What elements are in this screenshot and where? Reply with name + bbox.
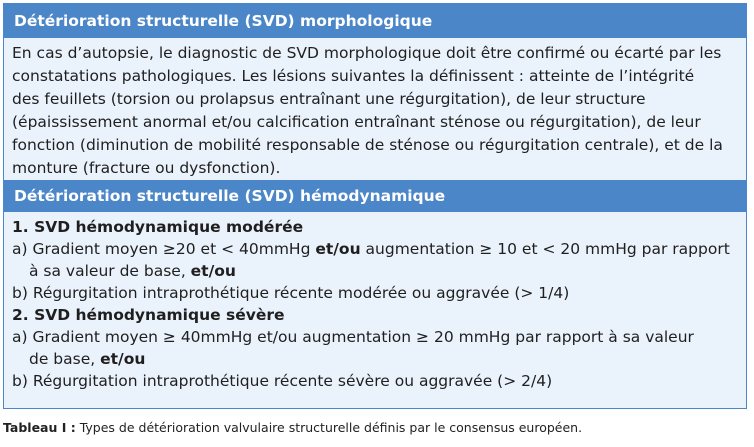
section1-line: (épaississement anormal et/ou calcification entraînant sténose ou régurgitation), de leur [12, 113, 701, 131]
section1-line: En cas d’autopsie, le diagnostic de SVD morphologique doit être confirmé ou écarté par les [12, 44, 722, 62]
moderate-criterion-a [12, 238, 738, 260]
moderate-a-bold2: et/ou [190, 262, 236, 280]
severe-criterion-a-cont [12, 348, 738, 370]
section1-line: constatations pathologiques. Les lésions suivantes la définissent : atteinte de l’intégrité [12, 67, 695, 85]
severe-a-bold: et/ou [100, 350, 146, 368]
moderate-criterion-a-cont [12, 260, 738, 282]
severe-heading: 2. SVD hémodynamique sévère [12, 306, 285, 324]
moderate-criterion-b: b) Régurgitation intraprothétique récente modérée ou aggravée (> 1/4) [12, 284, 570, 302]
section1-header: Détérioration structurelle (SVD) morphologique [4, 4, 746, 38]
section1-line: fonction (diminution de mobilité responsable de sténose ou régurgitation centrale), et de la [12, 136, 723, 154]
caption-label: Tableau I : [3, 420, 76, 435]
severe-criterion-a: a) Gradient moyen ≥ 40mmHg et/ou augmentation ≥ 20 mmHg par rapport à sa valeur [12, 328, 694, 346]
severe-a-cont-text: de base, [29, 350, 101, 368]
section2-header: Détérioration structurelle (SVD) hémodynamique [4, 180, 746, 212]
caption-text: Types de détérioration valvulaire structurelle définis par le consensus européen. [75, 420, 583, 435]
section2-body [12, 212, 738, 392]
table-caption [3, 420, 582, 435]
section1-body [12, 38, 738, 180]
severe-criterion-b: b) Régurgitation intraprothétique récente sévère ou aggravée (> 2/4) [12, 372, 553, 390]
moderate-a-bold1: et/ou [315, 240, 361, 258]
moderate-a-text2: augmentation ≥ 10 et < 20 mmHg par rapport [360, 240, 730, 258]
section1-line: des feuillets (torsion ou prolapsus entraînant une régurgitation), de leur structure [12, 90, 646, 108]
criteria-table [3, 3, 747, 409]
section1-line: monture (fracture ou dysfonction). [12, 159, 281, 177]
moderate-a-cont-text: à sa valeur de base, [29, 262, 191, 280]
moderate-heading: 1. SVD hémodynamique modérée [12, 218, 304, 236]
moderate-a-text1: a) Gradient moyen ≥20 et < 40mmHg [12, 240, 316, 258]
